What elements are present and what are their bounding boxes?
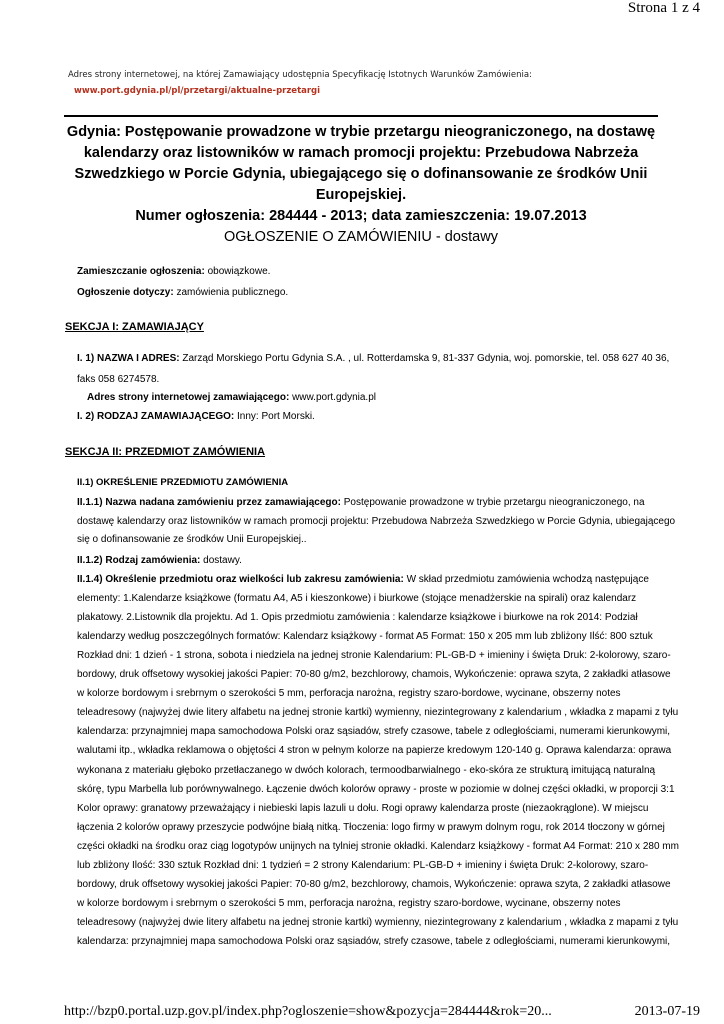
name-address-value: Zarząd Morskiego Portu Gdynia S.A. , ul. Rotterdamska 9, 81-337 Gdynia, woj. pomorskie, tel. 058 627 40 36, [182, 353, 670, 364]
description-line: części okładki na środku oraz ciąg logotypów unijnych na tylniej stronie okładki. Kalendarz książkowy - format A4 Format: 210 x 280 mm [77, 840, 679, 852]
contract-name-label: II.1.1) Nazwa nadana zamówieniu przez zamawiającego: [77, 497, 341, 508]
section-2-heading: SEKCJA II: PRZEDMIOT ZAMÓWIENIA [65, 446, 266, 458]
subject-description-label: II.1.4) Określenie przedmiotu oraz wielkości lub zakresu zamówienia: [77, 574, 404, 585]
contract-name [77, 497, 645, 508]
contract-kind-label: II.1.2) Rodzaj zamówienia: [77, 555, 201, 566]
siwz-address-label: Adres strony internetowej, na której Zamawiający udostępnia Specyfikację Istotnych Warunków Zamówienia: [68, 70, 532, 80]
subject-description [77, 574, 649, 585]
footer-date: 2013-07-19 [634, 1004, 700, 1019]
title-divider [64, 115, 658, 117]
description-line: walutami itp., wkładka reklamowa o objętości 4 stron w pełnym kolorze na papierze kredowym 120-140 g. Oprawa kalendarza: oprawa [77, 745, 672, 757]
siwz-address-link[interactable]: www.port.gdynia.pl/pl/przetargi/aktualne-przetargi [74, 86, 321, 96]
description-line: elementy: 1.Kalendarze książkowe (formatu A4, A5 i kieszonkowe) i biurkowe (stojące menadżerskie na spirali) oraz kalendarz [77, 593, 637, 604]
description-line: kalendarza: przynajmniej mapa samochodowa Polski oraz sąsiadów, strefy czasowe, tabele z odległościami, numerami kierunkowymi, [77, 935, 671, 947]
page-number: Strona 1 z 4 [627, 0, 700, 16]
contract-kind [77, 555, 242, 566]
website-value[interactable]: www.port.gdynia.pl [292, 392, 376, 403]
authority-type [77, 411, 315, 422]
contract-name-value: Postępowanie prowadzone w trybie przetargu nieograniczonego, na [343, 497, 645, 508]
fax-number: faks 058 6274578. [77, 374, 160, 385]
subject-definition-heading: II.1) OKREŚLENIE PRZEDMIOTU ZAMÓWIENIA [77, 477, 289, 488]
publication-requirement [77, 266, 270, 277]
authority-website [87, 392, 376, 403]
contract-name-line: się o dofinansowanie ze środków Unii Europejskiej.. [77, 534, 307, 545]
description-line: Kolor oprawy: granatowy przeważający i niebieski lapis lazuli u dołu. Rogi oprawy kalendarza proste (niezaokrąglone). W miejscu [77, 802, 649, 814]
publication-label: Zamieszczanie ogłoszenia: [77, 266, 205, 277]
concerns-value: zamówienia publicznego. [176, 287, 289, 298]
contracting-authority-name [77, 353, 669, 364]
description-line: łączenia 2 kolorów oprawy przeszycie podwójne białą nitką. Tłoczenia: logo firmy w prawym dolnym rogu, rok 2014 tłoczony w górnej [77, 821, 665, 833]
description-line: w kolorze bordowym i srebrnym o szerokości 5 mm, perforacja narożna, registry szaro-bordowe, wycinane, obszerny notes [77, 897, 621, 909]
footer-source-url: http://bzp0.portal.uzp.gov.pl/index.php?ogloszenie=show&pozycja=284444&rok=20... [64, 1004, 552, 1019]
contract-name-line: dostawę kalendarzy oraz listowników w ramach promocji projektu: Przebudowa Nabrzeża Szwedzkiego w Porcie Gdynia, ubiegającego [77, 516, 676, 527]
notice-type: OGŁOSZENIE O ZAMÓWIENIU - dostawy [224, 229, 498, 245]
authority-type-label: I. 2) RODZAJ ZAMAWIAJĄCEGO: [77, 411, 235, 422]
publication-value: obowiązkowe. [207, 266, 271, 277]
section-1-heading: SEKCJA I: ZAMAWIAJĄCY [65, 321, 204, 333]
description-line: w kolorze bordowym i srebrnym o szerokości 5 mm, perforacja narożna, registry szaro-bordowe, wycinane, obszerny notes [77, 688, 621, 700]
notice-title [64, 122, 658, 248]
concerns-label: Ogłoszenie dotyczy: [77, 287, 174, 298]
title-line: Europejskiej. [315, 187, 407, 203]
description-line: bordowy, druk offsetowy wysokiej jakości Papier: 70-80 g/m2, bezchlorowy, chamois, Wykończenie: oprawa szyta, 2 zakładki atłasowe [77, 878, 671, 890]
notice-concerns [77, 287, 288, 298]
description-line: teleadresowy (najwyżej dwie litery alfabetu na jednej stronie kartki) wymienny, niezintegrowany z kalendarium , wkładka z mapami z tyłu [77, 916, 679, 928]
description-line: teleadresowy (najwyżej dwie litery alfabetu na jednej stronie kartki) wymienny, niezintegrowany z kalendarium , wkładka z mapami z tyłu [77, 707, 679, 719]
title-line: Gdynia: Postępowanie prowadzone w trybie przetargu nieograniczonego, na dostawę [66, 124, 656, 140]
description-line: lub zbliżony Ilość: 330 sztuk Rozkład dni: 1 tydzień = 2 strony Kalendarium: PL-GB-D + imieniny i święta Druk: 2-kolorowy, szaro- [77, 859, 649, 871]
authority-type-value: Inny: Port Morski. [237, 411, 315, 422]
name-address-label: I. 1) NAZWA I ADRES: [77, 353, 180, 364]
description-line: wykonana z materiału głęboko przetłaczanego w dwóch kolorach, termoodbarwialnego - eko-skóra ze strukturą imitującą naturalną [77, 764, 656, 776]
description-line: plakatowy. 2.Listownik dla projektu. Ad 1. Opis przedmiotu zamówienia : kalendarze książkowe i biurkowe na rok 2014: Podział [77, 612, 638, 623]
contract-kind-value: dostawy. [203, 555, 242, 566]
description-line: skórę, typu Marbella lub porównywalnego. Łączenie dwóch kolorów oprawy - proste w poziomie w dolnej części okładki, w proporcji 3:1 [77, 783, 675, 795]
notice-number: Numer ogłoszenia: 284444 - 2013; data zamieszczenia: 19.07.2013 [135, 208, 587, 224]
title-line: Szwedzkiego w Porcie Gdynia, ubiegającego się o dofinansowanie ze środków Unii [74, 166, 648, 182]
description-line: bordowy, druk offsetowy wysokiej jakości Papier: 70-80 g/m2, bezchlorowy, chamois, Wykończenie: oprawa szyta, 2 zakładki atłasowe [77, 669, 671, 681]
description-line: kalendarzy według poszczególnych formatów: Kalendarz książkowy - format A5 Format: 150 x 205 mm lub zbliżony Ilść: 800 sztuk [77, 631, 653, 643]
description-line: Rozkład dni: 1 dzień - 1 strona, sobota i niedziela na jednej stronie Kalendarium: PL-GB-D + imieniny i święta Druk: 2-kolorowy, szaro- [77, 650, 671, 662]
title-line: kalendarzy oraz listowników w ramach promocji projektu: Przebudowa Nabrzeża [83, 145, 639, 161]
website-label: Adres strony internetowej zamawiającego: [87, 392, 290, 403]
subject-description-value: W skład przedmiotu zamówienia wchodzą następujące [406, 574, 649, 585]
description-line: kalendarza: przynajmniej mapa samochodowa Polski oraz sąsiadów, strefy czasowe, tabele z odległościami, numerami kierunkowymi, [77, 726, 671, 738]
